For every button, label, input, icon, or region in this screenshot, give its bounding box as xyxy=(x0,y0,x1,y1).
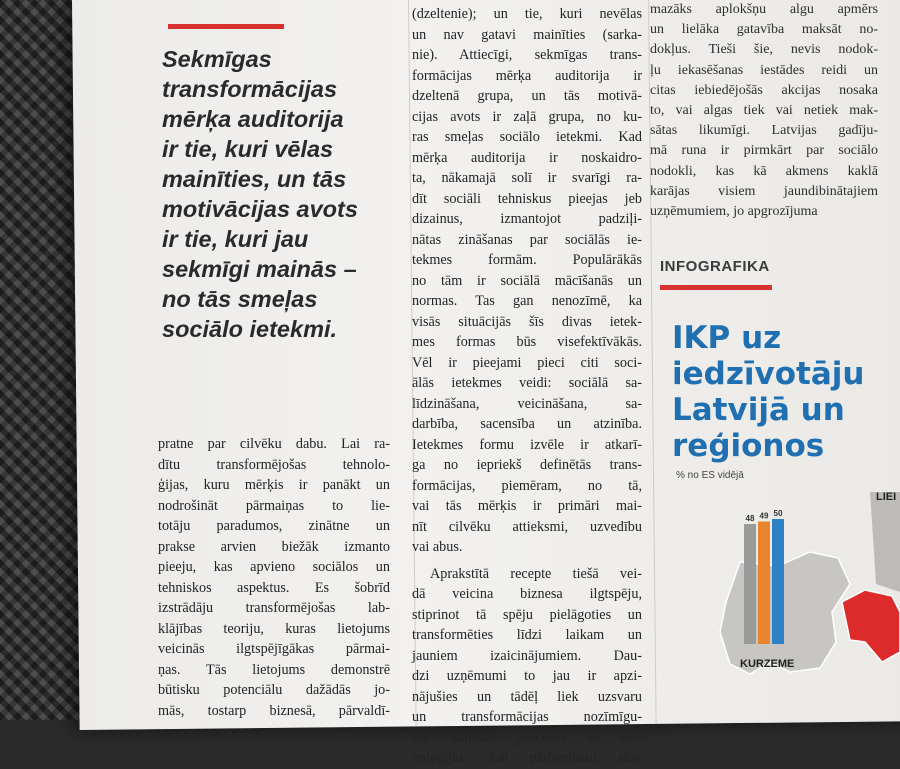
text-line: un transformācijas nozīmīgu- xyxy=(412,709,642,725)
text-line: Aprakstītā recepte tiešā vei- xyxy=(430,565,642,582)
text-line: karājas visiem jaundibinātajiem xyxy=(650,183,878,199)
bar xyxy=(772,519,784,644)
text-line: normas. Tas gan nenozīmē, ka xyxy=(412,293,642,309)
text-line: mazāks aplokšņu algu apmērs xyxy=(650,2,878,17)
pull-quote-line: ir tie, kuri vēlas xyxy=(162,136,334,162)
text-line: nīt cilvēku attieksmi, uzvedību xyxy=(412,518,642,535)
text-line: jauniem izaicinājumiem. Dau- xyxy=(412,647,642,664)
text-line: veicinās ilgtspējīgākas pārmai- xyxy=(158,641,390,657)
bar-value-label: 48 xyxy=(745,514,755,523)
text-line: sātas likumīgi. Latvijas gadīju- xyxy=(650,123,878,139)
pull-quote-line: sekmīgi mainās – xyxy=(162,256,357,282)
text-line: ālās ietekmes veidi: sociālā sa- xyxy=(412,375,642,391)
text-line: mā runa ir pirmkārt par sociālo xyxy=(650,143,878,159)
pull-quote-line: mērķa auditorija xyxy=(162,106,344,132)
text-line: pieeju, kas apvieno sociālos un xyxy=(158,559,390,575)
title-line: IKP uz xyxy=(672,320,782,356)
text-line: dzi uzņēmumi to jau ir apzi- xyxy=(412,668,642,684)
bar-group xyxy=(744,509,784,644)
text-line: ģijas, kuru mērķis ir panākt un xyxy=(158,477,390,493)
text-line: dizainus, izmantojot padziļi- xyxy=(412,211,642,227)
bar xyxy=(744,524,756,644)
text-line: vai tās mērķis ir primāri mai- xyxy=(412,498,642,514)
text-line: dīt sociāli tehniskus pieejas jeb xyxy=(412,190,642,207)
text-line: (dzeltenie); un tie, kuri nevēlas xyxy=(412,6,642,22)
text-line: dzeltenā grupa, un tās motivā- xyxy=(412,88,642,104)
pull-quote-line: Sekmīgas xyxy=(162,46,272,72)
text-line: mes formas būs visefektīvākās. xyxy=(412,334,642,350)
text-line: Ietekmes formu izvēle ir atkarī- xyxy=(412,436,642,453)
text-line: dā veicina biznesa ilgtspēju, xyxy=(412,586,642,602)
text-line: formācijas mērķa auditorija ir xyxy=(412,67,642,84)
text-line: tekmes formām. Populārākās xyxy=(412,252,642,268)
text-line: no tām ir sociālā mācīšanās un xyxy=(412,272,642,289)
pull-quote xyxy=(162,44,387,344)
text-line: Vēl ir pieejami pieci citi soci- xyxy=(412,354,642,371)
bar-value-label: 49 xyxy=(759,511,769,521)
infographic-title xyxy=(672,320,864,464)
text-line: tehniskos aspektus. Es šobrīd xyxy=(158,579,390,596)
text-line: klājības teoriju, kuras lietojums xyxy=(158,620,390,637)
text-line: darbība, sacensība un atzinība. xyxy=(412,416,642,432)
text-line: nie). Attiecīgi, sekmīgas trans- xyxy=(412,47,642,63)
pull-quote-line: sociālo ietekmi. xyxy=(162,316,338,342)
partial-region-label: LIEI xyxy=(876,491,897,503)
bar-value-label: 50 xyxy=(773,509,783,518)
article-middle-column xyxy=(412,4,642,769)
text-line: to, vai algas tiek vai netiek mak- xyxy=(650,103,878,119)
text-line: nodrošināt pārmaiņas to lie- xyxy=(158,497,390,514)
text-line: nātas zināšanas par sociālās ie- xyxy=(412,231,642,248)
pull-quote-red-rule xyxy=(168,24,284,29)
infographic-kicker: INFOGRAFIKA xyxy=(660,258,770,275)
text-line: pratne par cilvēku dabu. Lai ra- xyxy=(158,436,390,452)
text-line: mās, tostarp biznesā, pārvaldī- xyxy=(158,702,390,719)
text-line: prakse arvien biežāk izmanto xyxy=(158,538,390,555)
text-line: visās situācijās šīs divas ietek- xyxy=(412,313,642,330)
text-line: un nav gatavi mainīties (sarka- xyxy=(412,26,642,43)
text-line: mērķa auditorija ir noskaidro- xyxy=(412,149,642,166)
infographic-red-rule xyxy=(660,285,772,290)
region-map xyxy=(660,488,900,728)
article-right-column xyxy=(650,0,878,222)
map-region-vidzeme xyxy=(870,492,900,592)
title-line: iedzīvotāju xyxy=(672,356,865,392)
text-line: totāju paradumos, zinātne un xyxy=(158,518,390,534)
map-region-riga xyxy=(842,590,900,662)
bar xyxy=(758,522,770,645)
text-line: citas iebiedējošās akcijas nosaka xyxy=(650,82,878,98)
text-line: ga no iepriekš definētās trans- xyxy=(412,457,642,473)
text-line: izstrādāju transformējošas lab- xyxy=(158,600,390,616)
text-line: līdzināšana, veicināšana, sa- xyxy=(412,395,642,412)
title-line: reģionos xyxy=(672,428,825,464)
text-line: transformēties līdzi laikam un xyxy=(412,627,642,643)
text-line: būtisku potenciālu dažādās jo- xyxy=(158,682,390,698)
text-line: vai abus. xyxy=(412,539,463,555)
title-line: Latvijā un xyxy=(672,392,845,428)
region-label: KURZEME xyxy=(740,658,795,670)
pull-quote-line: mainīties, un tās xyxy=(162,166,347,192)
article-left-column xyxy=(158,434,390,721)
text-line: nājušies un tādēļ liek uzsvaru xyxy=(412,688,642,705)
text-line: un lielāka gatavība maksāt no- xyxy=(650,22,878,38)
text-line: formācijas, piemēram, no tā, xyxy=(412,477,642,494)
text-line: cijas avots ir zaļā grupa, no ku- xyxy=(412,108,642,125)
map-region-kurzeme xyxy=(720,552,850,674)
text-line: stiprinot tā spēju pielāgoties un xyxy=(412,606,642,623)
pull-quote-line: transformācijas xyxy=(162,76,338,102)
text-line: uzņēmumiem, jo apgrozījuma xyxy=(650,204,818,220)
text-line: mu ikdienas procesos un teh- xyxy=(412,729,642,746)
text-line: ļu iekasēšanas iestādes reidi un xyxy=(650,62,878,78)
text-line: noloģijās. Lai pārliecinātu ska- xyxy=(412,750,642,766)
text-line: ta, nākamajā solī ir svarīgi ra- xyxy=(412,170,642,186)
infographic-subtitle: % no ES vidējā xyxy=(676,470,744,481)
text-line: dītu transformējošas tehnolo- xyxy=(158,456,390,473)
text-line: dokļus. Tieši šie, nevis nodok- xyxy=(650,42,878,58)
text-line: nodokli, kas kā akmens kaklā xyxy=(650,163,878,179)
pull-quote-line: no tās smeļas xyxy=(162,286,318,312)
text-line: ņas. Tās lietojums demonstrē xyxy=(158,661,390,678)
pull-quote-line: motivācijas avots xyxy=(162,196,358,222)
text-line: ras smeļas sociālo ietekmi. Kad xyxy=(412,129,642,145)
pull-quote-line: ir tie, kuri jau xyxy=(162,226,309,252)
